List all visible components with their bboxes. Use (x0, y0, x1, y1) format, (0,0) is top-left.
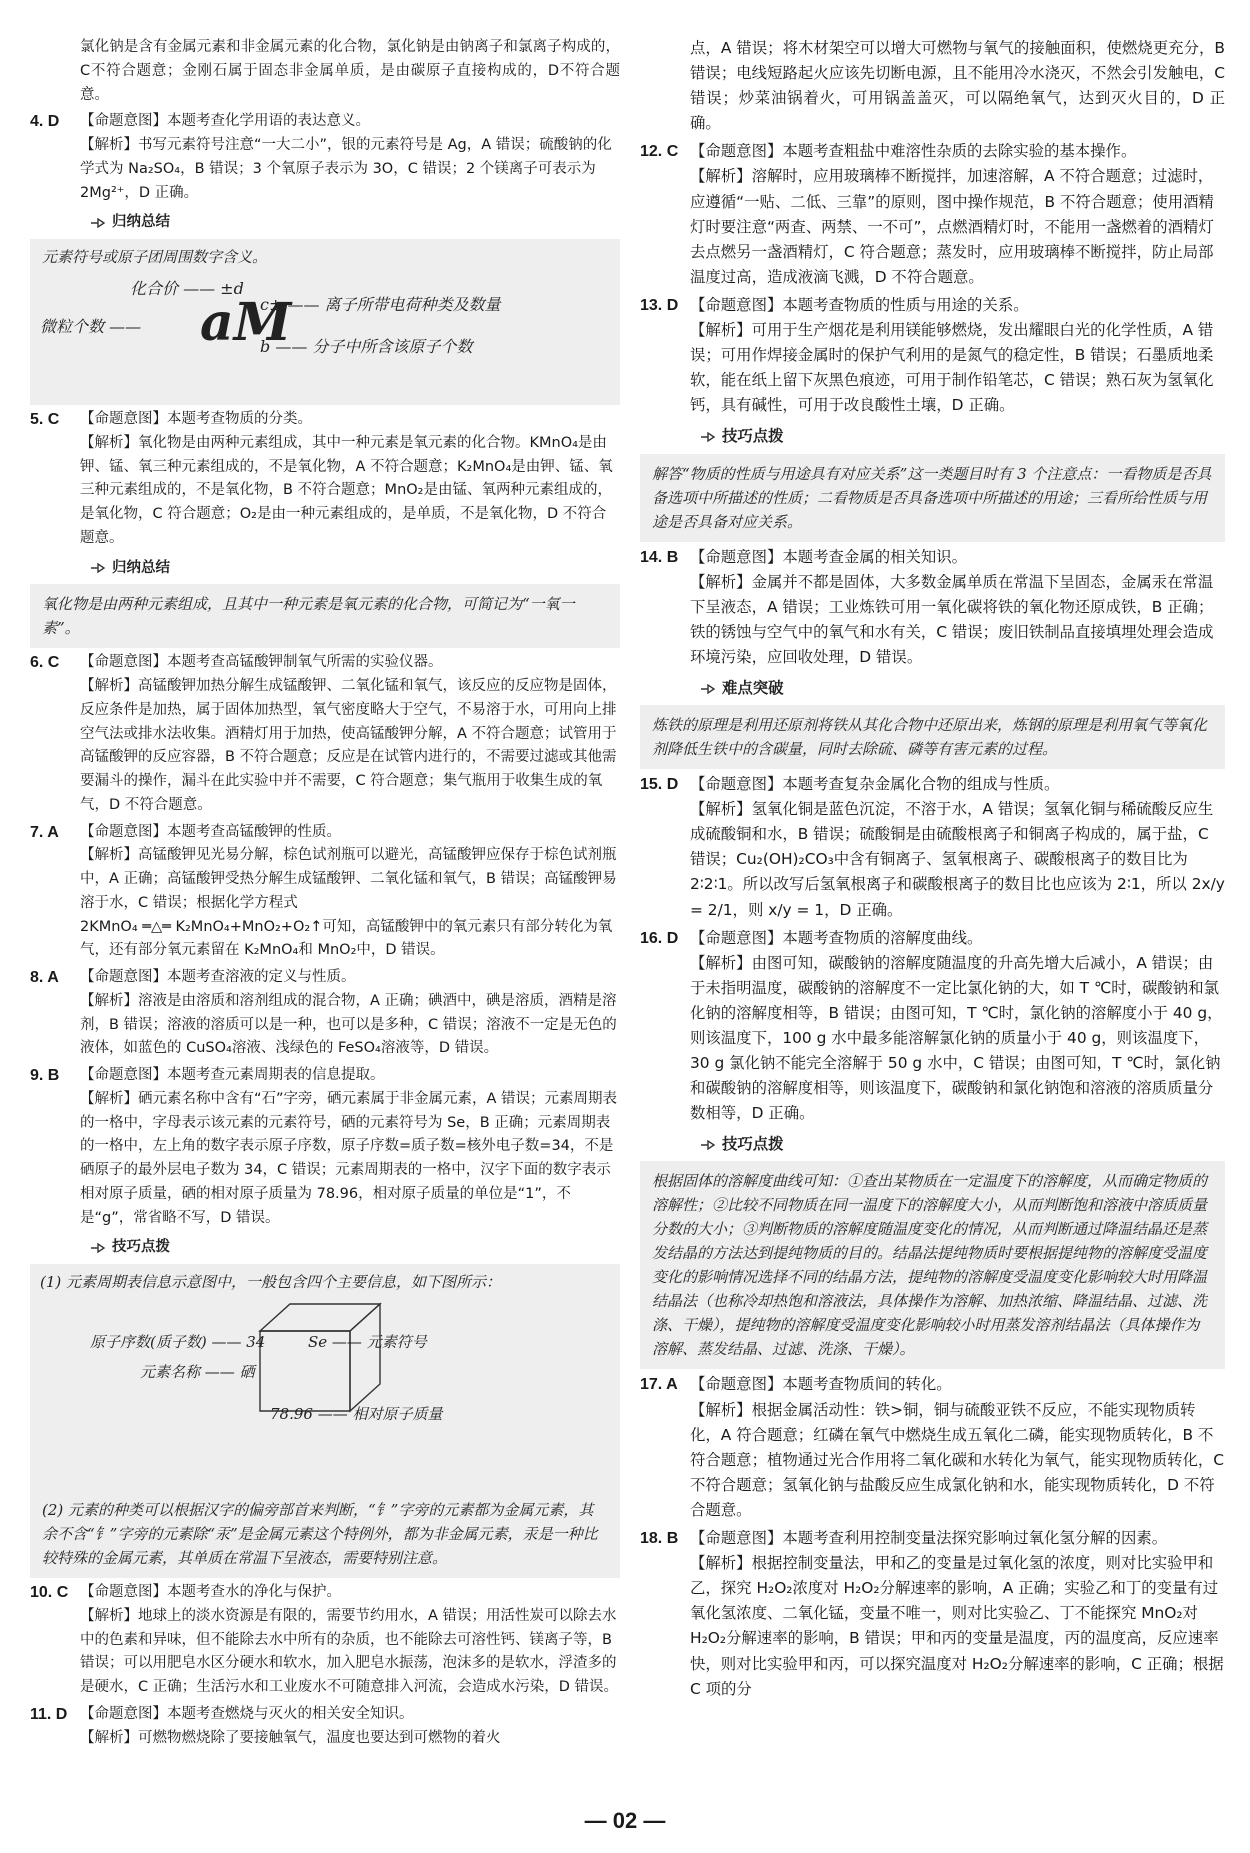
periodic-intro: (1) 元素周期表信息示意图中，一般包含四个主要信息，如下图所示： (40, 1273, 502, 1291)
intent-text: 【命题意图】本题考查溶液的定义与性质。 (80, 969, 356, 985)
atomic-mass-label: 78.96 —— 相对原子质量 (270, 1405, 443, 1423)
summary-box-9-note: (2) 元素的种类可以根据汉字的偏旁部首来判断，“钅”字旁的元素都为金属元素，其余不含“钅”字旁的元素除“汞”是金属元素这个特例外，都为非金属元素，汞是一种比较特殊的金属元素，其单质在常温下呈液态，需要特别注意。 (30, 1490, 620, 1578)
intent-text: 【命题意图】本题考查燃烧与灭火的相关安全知识。 (80, 1705, 414, 1722)
analysis-text: 【解析】硒元素名称中含有“石”字旁，硒元素属于非金属元素，A 错误；元素周期表的一格中，字母表示该元素的元素符号，硒的元素符号为 Se，B 正确；元素周期表的一格中，左上角的数字表示原子序数，原子序数=质子数=核外电子数=34，不是硒原子的最外层电子数为 34，C 错误；元素周期表的一格中，汉字下面的数字表示相对原子质量，硒的相对原子质量为 78.96，相对原子质量的单位是“1”，不是“g”，常省略不写，D 错误。 (80, 1090, 618, 1226)
answer-number: 9. B (30, 1067, 60, 1084)
answer-item-7 (30, 821, 620, 964)
answer-item-4 (30, 110, 620, 205)
element-name-label: 元素名称 —— 硒 (140, 1363, 255, 1381)
analysis-text: 【解析】高锰酸钾见光易分解，棕色试剂瓶可以避光，高锰酸钾应保存于棕色试剂瓶中，A 正确；高锰酸钾受热分解生成锰酸钾、二氧化锰和氧气，B 错误；高锰酸钾易溶于水，C 错误；根据化学方程式 (80, 847, 617, 911)
answer-item-18 (640, 1526, 1225, 1702)
pointing-hand-icon (90, 1241, 106, 1255)
summary-title-16: 技巧点拨 (700, 1132, 1225, 1157)
answer-item-15 (640, 772, 1225, 923)
answer-number: 10. C (30, 1584, 69, 1601)
answer-number: 15. D (640, 776, 679, 794)
right-intro-text: 点，A 错误；将木材架空可以增大可燃物与氧气的接触面积，使燃烧更充分，B 错误；电线短路起火应该先切断电源，且不能用冷水浇灭，不然会引发触电，C 错误；炒菜油锅着火，可用锅盖盖灭，可以隔绝氧气，达到灭火目的，D 正确。 (690, 39, 1225, 133)
answer-item-16 (640, 926, 1225, 1127)
charge-label: c± —— 离子所带电荷种类及数量 (260, 295, 501, 314)
left-column (30, 36, 620, 1750)
answer-item-9 (30, 1064, 620, 1230)
analysis-text: 【解析】根据控制变量法，甲和乙的变量是过氧化氢的浓度，则对比实验甲和乙，探究 H₂O₂浓度对 H₂O₂分解速率的影响，A 正确；实验乙和丁的变量有过氧化氢浓度、二氧化锰，变量不唯一，则对比实验乙、丁不能探究 MnO₂对 H₂O₂分解速率的影响，B 错误；甲和丙的变量是温度，丙的温度高，反应速率快，则对比实验甲和丙，可以探究温度对 H₂O₂分解速率的影响，C 正确；根据 C 项的分 (690, 1554, 1224, 1698)
analysis-text: 【解析】可燃物燃烧除了要接触氧气，温度也要达到可燃物的着火 (80, 1729, 501, 1746)
summary-box-5: 氧化物是由两种元素组成，且其中一种元素是氧元素的化合物，可简记为“一氧一素”。 (30, 584, 620, 648)
summary-box-4 (30, 239, 620, 405)
intent-text: 【命题意图】本题考查物质的溶解度曲线。 (690, 928, 983, 947)
intent-text: 【命题意图】本题考查高锰酸钾制氧气所需的实验仪器。 (80, 654, 443, 671)
summary-box-13: 解答“物质的性质与用途具有对应关系”这一类题目时有 3 个注意点：一看物质是否具备选项中所描述的性质；二看物质是否具备选项中所描述的用途；三看所给性质与用途是否具备对应关系。 (640, 454, 1225, 542)
answer-item-13 (640, 293, 1225, 418)
analysis-text: 【解析】高锰酸钾加热分解生成锰酸钾、二氧化锰和氧气，该反应的反应物是固体，反应条件是加热，属于固体加热型，氧气密度略大于空气，不易溶于水，可用向上排空气法或排水法收集。酒精灯用于加热，使高锰酸钾分解，A 不符合题意；试管用于高锰酸钾的反应容器，B 不符合题意；反应是在试管内进行的，不需要过滤或其他需要漏斗的操作，漏斗在此实验中并不需要，C 符合题意；集气瓶用于收集生成的氧气，D 不符合题意。 (80, 678, 617, 813)
summary-title-13: 技巧点拨 (700, 424, 1225, 449)
left-intro-text: 氯化钠是含有金属元素和非金属元素的化合物，氯化钠是由钠离子和氯离子构成的，C不符合题意；金刚石属于固态非金属单质，是由碳原子直接构成的，D不符合题意。 (80, 39, 620, 103)
analysis-text: 【解析】书写元素符号注意“一大二小”，银的元素符号是 Ag，A 错误；硫酸钠的化学式为 Na₂SO₄，B 错误；3 个氧原子表示为 3O，C 错误；2 个镁离子可表示为 2Mg²⁺，D 正确。 (80, 137, 612, 201)
answer-number: 7. A (30, 823, 59, 841)
analysis-text: 【解析】可用于生产烟花是利用镁能够燃烧，发出耀眼白光的化学性质，A 错误；可用作焊接金属时的保护气利用的是氮气的稳定性，B 错误；石墨质地柔软，能在纸上留下灰黑色痕迹，可用于制作铅笔芯，C 错误；熟石灰为氢氧化钙，具有碱性，可用于改良酸性土壤，D 正确。 (690, 321, 1214, 415)
summary-box-9 (30, 1264, 620, 1490)
pointing-hand-icon (700, 430, 716, 444)
answer-number: 17. A (640, 1376, 678, 1394)
answer-item-17 (640, 1372, 1225, 1523)
intent-text: 【命题意图】本题考查化学用语的表达意义。 (80, 113, 370, 130)
analysis-text: 【解析】根据金属活动性：铁>铜，铜与硫酸亚铁不反应，不能实现物质转化，A 符合题意；红磷在氧气中燃烧生成五氧化二磷，能实现物质转化，B 不符合题意；植物通过光合作用将二氧化碳和水转化为氧气，能实现物质转化，C 不符合题意；氢氧化钠与盐酸反应生成氯化钠和水，能实现物质转化，D 不符合题意。 (690, 1400, 1225, 1519)
intent-text: 【命题意图】本题考查水的净化与保护。 (80, 1584, 341, 1600)
answer-number: 16. D (640, 929, 679, 947)
intent-text: 【命题意图】本题考查高锰酸钾的性质。 (80, 823, 341, 840)
symbol-label: Se —— 元素符号 (308, 1333, 427, 1351)
right-column (640, 36, 1225, 1702)
answer-number: 11. D (30, 1705, 68, 1723)
answer-number: 14. B (640, 548, 679, 566)
answer-number: 5. C (30, 411, 60, 428)
answer-number: 13. D (640, 296, 679, 314)
pointing-hand-icon (90, 561, 106, 575)
intent-text: 【命题意图】本题考查金属的相关知识。 (690, 547, 968, 566)
intent-text: 【命题意图】本题考查利用控制变量法探究影响过氧化氢分解的因素。 (690, 1529, 1168, 1548)
summary-intro: 元素符号或原子团周围数字含义。 (42, 248, 268, 266)
analysis-text: 【解析】溶解时，应用玻璃棒不断搅拌，加速溶解，A 不符合题意；过滤时，应遵循“一贴、二低、三靠”的原则，图中操作规范，B 不符合题意；使用酒精灯时要注意“两查、两禁、一不可”，点燃酒精灯时，不能用一盏燃着的酒精灯去点燃另一盏酒精灯，C 符合题意；蒸发时，应用玻璃棒不断搅拌，防止局部温度过高，造成液滴飞溅，D 不符合题意。 (690, 167, 1214, 286)
answer-item-14 (640, 545, 1225, 670)
intent-text: 【命题意图】本题考查粗盐中难溶性杂质的去除实验的基本操作。 (690, 142, 1137, 161)
valence-label: 化合价 —— ±d (130, 279, 244, 298)
pointing-hand-icon (700, 1138, 716, 1152)
answer-item-10 (30, 1581, 620, 1700)
answer-item-12 (640, 139, 1225, 290)
summary-title-9: 技巧点拨 (90, 1236, 620, 1260)
count-label: 微粒个数 —— (40, 317, 142, 336)
formula-symbol: aM (200, 292, 292, 353)
analysis-text: 【解析】由图可知，碳酸钠的溶解度随温度的升高先增大后减小，A 错误；由于未指明温度，碳酸钠的溶解度不一定比氯化钠的大，如 T ℃时，碳酸钠和氯化钠的溶解度相等，B 错误；由图可知，T ℃时，氯化钠的溶解度小于 40 g，则该温度下，100 g 水中最多能溶解氯化钠的质量小于 40 g，则该温度下，30 g 氯化钠不能完全溶解于 50 g 水中，C 错误；由图可知，T ℃时，氯化钠和碳酸钠的溶解度相等，则该温度下，碳酸钠和氯化钠饱和溶液的溶质质量分数相等，D 正确。 (690, 953, 1223, 1123)
answer-number: 4. D (30, 113, 60, 131)
analysis-text: 【解析】氢氧化铜是蓝色沉淀，不溶于水，A 错误；氢氧化铜与稀硫酸反应生成硫酸铜和水，B 错误；硫酸铜是由硫酸根离子和铜离子构成的，属于盐，C 错误；Cu₂(OH)₂CO₃中含有铜离子、氢氧根离子、碳酸根离子的数目比为 2∶2∶1。所以改写后氢氧根离子和碳酸根离子的数目比也应该为 2∶1，所以 2x/y = 2/1，则 x/y = 1，D 正确。 (690, 800, 1225, 919)
answer-item-8 (30, 966, 620, 1061)
pointing-hand-icon (90, 216, 106, 230)
summary-title-5: 归纳总结 (90, 557, 620, 581)
intent-text: 【命题意图】本题考查元素周期表的信息提取。 (80, 1067, 385, 1083)
summary-title-4: 归纳总结 (90, 211, 620, 235)
answer-number: 12. C (640, 143, 679, 161)
analysis-text: 【解析】溶液是由溶质和溶剂组成的混合物，A 正确；碘酒中，碘是溶质，酒精是溶剂，B 错误；溶液的溶质可以是一种，也可以是多种，C 错误；溶液不一定是无色的液体，如蓝色的 CuSO₄溶液、浅绿色的 FeSO₄溶液等，D 错误。 (80, 992, 617, 1057)
analysis-text: 【解析】地球上的淡水资源是有限的，需要节约用水，A 错误；用活性炭可以除去水中的色素和异味，但不能除去水中所有的杂质，也不能除去可溶性钙、镁离子等，B 错误；可以用肥皂水区分硬水和软水，加入肥皂水振荡，泡沫多的是软水，浮渣多的是硬水，C 正确；生活污水和工业废水不可随意排入河流，会造成水污染，D 错误。 (80, 1607, 619, 1695)
pointing-hand-icon (700, 682, 716, 696)
atom-count-label: b —— 分子中所含该原子个数 (260, 337, 473, 356)
analysis-text: 【解析】氧化物是由两种元素组成，其中一种元素是氧元素的化合物。KMnO₄是由钾、锰、氧三种元素组成的，不是氧化物，A 不符合题意；K₂MnO₄是由钾、锰、氧三种元素组成的，不是氧化物，B 不符合题意；MnO₂是由锰、氧两种元素组成的，是氧化物，C 符合题意；O₂是由一种元素组成的，是单质，不是氧化物，D 不符合题意。 (80, 434, 613, 546)
intent-text: 【命题意图】本题考查物质的分类。 (80, 411, 312, 427)
summary-box-14: 炼铁的原理是利用还原剂将铁从其化合物中还原出来，炼钢的原理是利用氧气等氧化剂降低生铁中的含碳量，同时去除硫、磷等有害元素的过程。 (640, 705, 1225, 769)
intent-text: 【命题意图】本题考查物质间的转化。 (690, 1375, 952, 1394)
answer-number: 6. C (30, 654, 60, 672)
answer-item-5 (30, 408, 620, 551)
intent-text: 【命题意图】本题考查物质的性质与用途的关系。 (690, 295, 1029, 314)
answer-number: 18. B (640, 1530, 679, 1548)
answer-item-11 (30, 1703, 620, 1751)
page-number: — 02 — (584, 1807, 666, 1833)
intent-text: 【命题意图】本题考查复杂金属化合物的组成与性质。 (690, 775, 1060, 794)
answer-number: 8. A (30, 969, 59, 986)
summary-box-16: 根据固体的溶解度曲线可知：①查出某物质在一定温度下的溶解度，从而确定物质的溶解性；②比较不同物质在同一温度下的溶解度大小，从而判断饱和溶液中溶质质量分数的大小；③判断物质的溶解度随温度变化的情况，从而判断通过降温结晶还是蒸发结晶的方法达到提纯物质的目的。结晶法提纯物质时要根据提纯物的溶解度受温度变化的影响情况选择不同的结晶方法，提纯物的溶解度受温度变化影响较大时用降温结晶法（也称冷却热饱和溶液法，具体操作为溶解、加热浓缩、降温结晶、过滤、洗涤、干燥），提纯物的溶解度受温度变化影响较小时用蒸发溶剂结晶法（具体操作为溶解、蒸发结晶、过滤、洗涤、干燥）。 (640, 1161, 1225, 1369)
summary-title-14: 难点突破 (700, 676, 1225, 701)
analysis-text: 【解析】金属并不都是固体，大多数金属单质在常温下呈固态，金属汞在常温下呈液态，A 错误；工业炼铁可用一氧化碳将铁的氧化物还原成铁，B 正确；铁的锈蚀与空气中的氧气和水有关，C 错误；废旧铁制品直接填埋处理会造成环境污染，应回收处理，D 错误。 (690, 572, 1214, 666)
answer-item-6 (30, 651, 620, 817)
atomic-number-label: 原子序数(质子数) —— 34 (90, 1333, 266, 1351)
equation-text: 2KMnO₄ ═△═ K₂MnO₄+MnO₂+O₂↑可知，高锰酸钾中的氧元素只有部分转化为氧气，还有部分氧元素留在 K₂MnO₄和 MnO₂中，D 错误。 (80, 918, 613, 959)
